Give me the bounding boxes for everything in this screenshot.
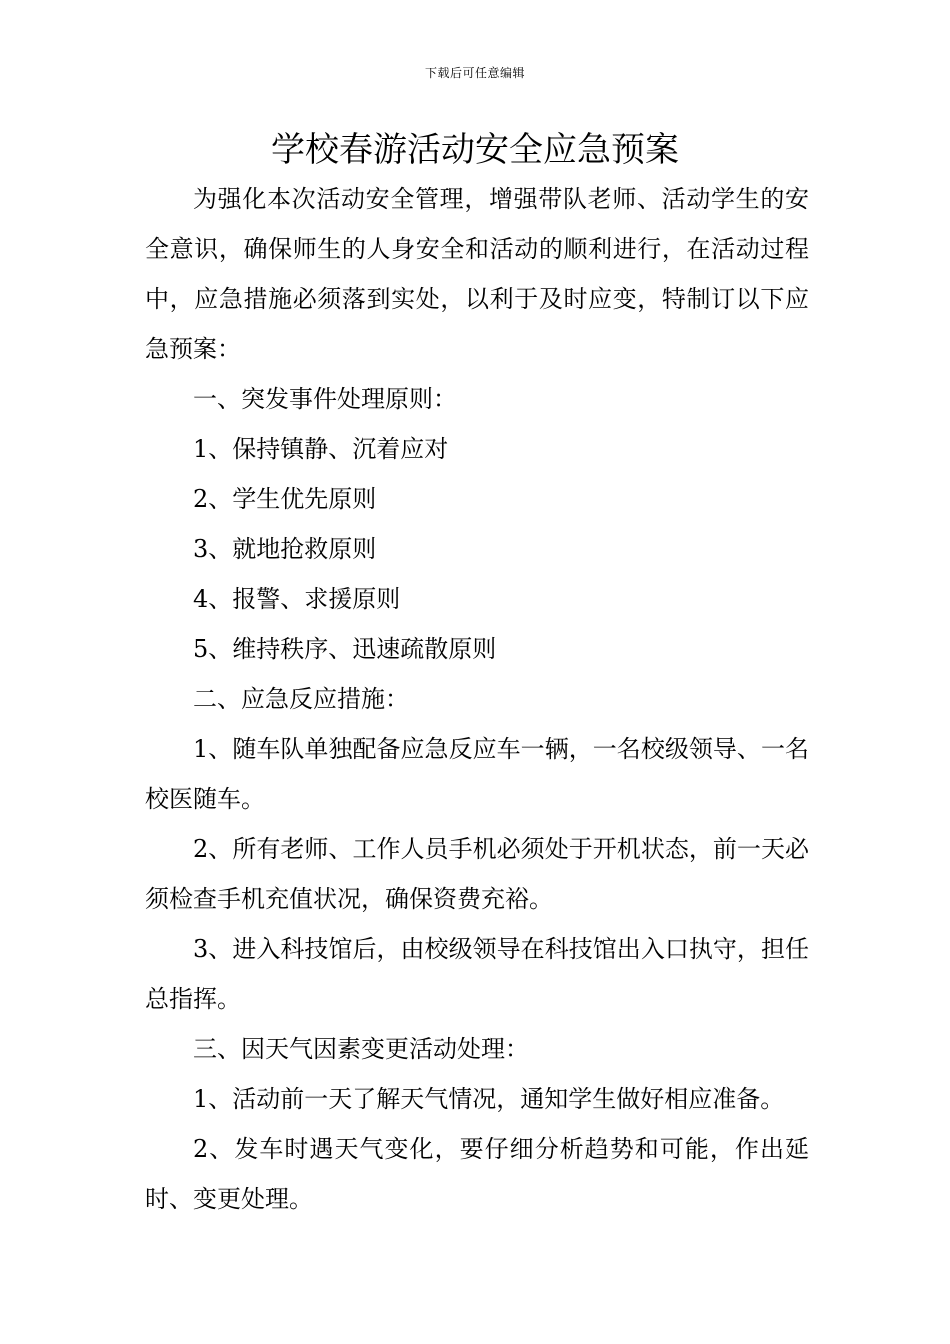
list-item: 3、就地抢救原则 [193, 535, 377, 563]
document-body [145, 174, 809, 1224]
list-item: 3、进入科技馆后，由校级领导在科技馆出入口执守，担任总指挥。 [145, 935, 809, 1013]
list-item: 1、随车队单独配备应急反应车一辆，一名校级领导、一名校医随车。 [145, 735, 809, 813]
section-heading: 一、突发事件处理原则： [193, 385, 457, 413]
document-title: 学校春游活动安全应急预案 [271, 130, 679, 170]
header-note: 下载后可任意编辑 [424, 66, 525, 80]
list-item: 5、维持秩序、迅速疏散原则 [193, 635, 497, 663]
list-item: 2、所有老师、工作人员手机必须处于开机状态，前一天必须检查手机充值状况，确保资费充裕。 [145, 835, 809, 913]
intro-paragraph: 为强化本次活动安全管理，增强带队老师、活动学生的安全意识，确保师生的人身安全和活动的顺利进行，在活动过程中，应急措施必须落到实处，以利于及时应变，特制订以下应急预案： [145, 185, 809, 363]
list-item: 4、报警、求援原则 [193, 585, 401, 613]
section-heading: 二、应急反应措施： [193, 685, 409, 713]
list-item: 2、发车时遇天气变化，要仔细分析趋势和可能，作出延时、变更处理。 [145, 1135, 809, 1213]
list-item: 1、活动前一天了解天气情况，通知学生做好相应准备。 [193, 1085, 785, 1113]
section-heading: 三、因天气因素变更活动处理： [193, 1035, 529, 1063]
list-item: 1、保持镇静、沉着应对 [193, 435, 449, 463]
list-item: 2、学生优先原则 [193, 485, 377, 513]
